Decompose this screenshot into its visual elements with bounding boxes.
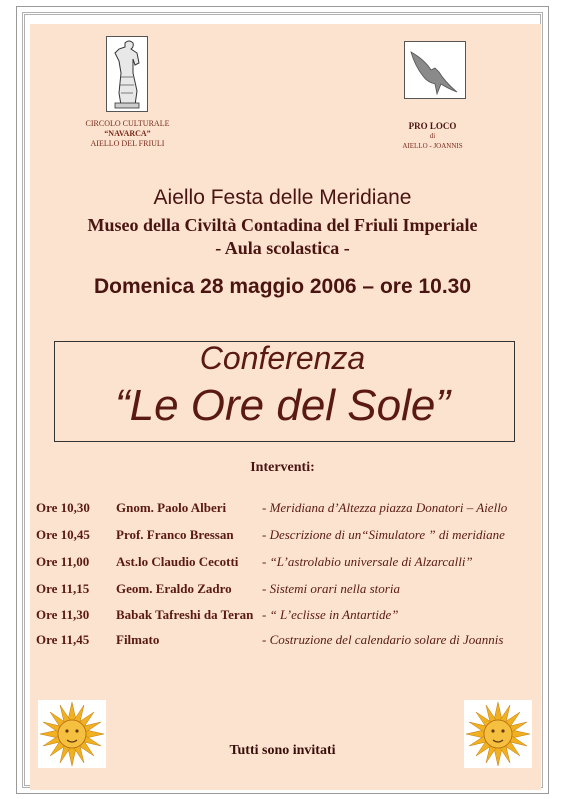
program-row — [0, 500, 565, 518]
program-speaker: Gnom. Paolo Alberi — [116, 500, 227, 515]
program-row — [0, 581, 565, 599]
right-org-line1: PRO LOCO — [408, 121, 457, 131]
left-org-line2: “NAVARCA” — [104, 129, 151, 138]
program-row — [0, 632, 565, 650]
program-speaker: Filmato — [116, 632, 160, 647]
event-date: Domenica 28 maggio 2006 – ore 10.30 — [93, 275, 472, 298]
event-title: Aiello Festa delle Meridiane — [153, 186, 412, 209]
invite-text: Tutti sono invitati — [229, 743, 336, 758]
program-talk: - Costruzione del calendario solare di Joannis — [262, 632, 504, 647]
event-location: - Aula scolastica - — [215, 238, 350, 258]
program-time: Ore 10,45 — [36, 527, 90, 542]
program-heading: Interventi: — [250, 460, 315, 475]
statue-icon — [106, 36, 148, 112]
left-org-line3: AIELLO DEL FRIULI — [90, 139, 165, 148]
right-org-line3: AIELLO - JOANNIS — [402, 142, 463, 150]
right-org-line2: di — [429, 132, 436, 140]
event-subtitle: Museo della Civiltà Contadina del Friuli Imperiale — [87, 215, 478, 235]
program-talk: - “L’astrolabio universale di Alzarcalli” — [262, 554, 473, 569]
program-time: Ore 11,00 — [36, 554, 90, 569]
program-talk: - “ L’eclisse in Antartide” — [262, 607, 399, 622]
conference-name: “Le Ore del Sole” — [114, 381, 451, 430]
program-speaker: Geom. Eraldo Zadro — [116, 581, 232, 596]
program-time: Ore 10,30 — [36, 500, 90, 515]
program-time: Ore 11,45 — [36, 632, 90, 647]
program-speaker: Babak Tafreshi da Teran — [116, 607, 254, 622]
program-talk: - Meridiana d’Altezza piazza Donatori – Aiello — [262, 500, 508, 515]
program-speaker: Ast.lo Claudio Cecotti — [116, 554, 239, 569]
program-talk: - Sistemi orari nella storia — [262, 581, 400, 596]
program-talk: - Descrizione di un“Simulatore ” di meridiane — [262, 527, 505, 542]
program-row — [0, 527, 565, 545]
eagle-icon — [404, 41, 466, 99]
program-row — [0, 607, 565, 625]
left-org-label — [70, 119, 185, 149]
program-speaker: Prof. Franco Bressan — [116, 527, 234, 542]
program-row — [0, 554, 565, 572]
right-org-label — [375, 121, 490, 151]
program-time: Ore 11,30 — [36, 607, 90, 622]
conference-label: Conferenza — [199, 340, 366, 376]
left-org-line1: CIRCOLO CULTURALE — [85, 119, 170, 128]
program-time: Ore 11,15 — [36, 581, 90, 596]
